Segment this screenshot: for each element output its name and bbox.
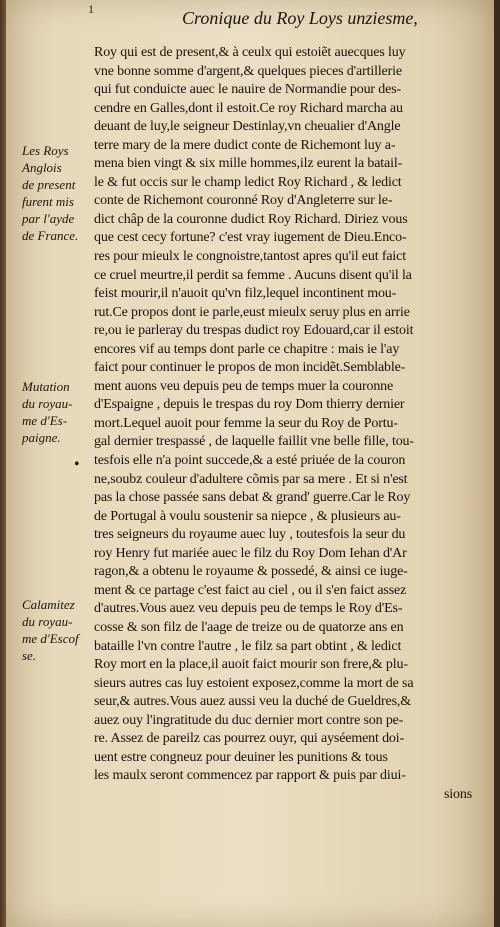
- note-line: du royau-: [22, 396, 73, 411]
- text-line: ment auons veu depuis peu de temps muer la couronne: [94, 378, 394, 394]
- text-line: Roy qui est de present,& à ceulx qui estoiẽt auecques luy: [94, 45, 406, 60]
- note-line: Anglois: [22, 160, 62, 175]
- text-line: dict châp de la couronne dudict Roy Richard. Diriez vous: [94, 211, 408, 227]
- note-line: du royau-: [22, 614, 73, 629]
- text-line: que cest cecy fortune? c'est vray iugement de Dieu.Enco-: [94, 230, 407, 246]
- text-line: vne bonne somme d'argent,& quelques pieces d'artillerie: [94, 63, 402, 79]
- running-title: Cronique du Roy Loys unziesme,: [182, 8, 418, 28]
- note-line: de present: [22, 177, 76, 192]
- text-line: le & fut occis sur le champ ledict Roy Richard , & ledict: [94, 174, 402, 190]
- text-line: uent estre congneuz pour deuiner les punitions & tous: [94, 749, 388, 765]
- text-line: Roy mort en la place,il auoit faict mourir son frere,& plu-: [94, 657, 408, 673]
- text-line: conte de Richemont couronné Roy d'Angleterre sur le-: [94, 193, 393, 209]
- text-line: d'autres.Vous auez veu depuis peu de temps le Roy d'Es-: [94, 601, 403, 617]
- text-line: re. Assez de pareilz cas pourrez ouyr, qui ayséement doi-: [94, 731, 405, 747]
- text-line: mort.Lequel auoit pour femme la seur du Roy de Portu-: [94, 415, 398, 431]
- text-line: encores vif au temps dont parle ce chapitre : mais ie l'ay: [94, 341, 400, 357]
- top-mark: 1: [88, 2, 94, 16]
- note-line: se.: [22, 648, 37, 663]
- note-line: Mutation: [22, 379, 70, 394]
- note-line: Les Roys: [22, 143, 69, 158]
- note-line: me d'Escof: [22, 631, 79, 646]
- text-line: terre mary de la mere dudict conte de Richemont luy a-: [94, 137, 396, 153]
- text-line: roy Henry fut mariée auec le filz du Roy Dom Iehan d'Ar: [94, 545, 407, 561]
- text-line: bataille l'vn contre l'autre , le filz sa part obtint , & ledict: [94, 638, 402, 654]
- text-line: de Portugal à voulu soustenir sa niepce , & plusieurs au-: [94, 508, 401, 524]
- text-line: seur,& autres.Vous auez aussi veu la duché de Gueldres,&: [94, 694, 411, 710]
- book-page: [6, 0, 494, 927]
- ornament-dot: •: [74, 456, 80, 473]
- text-line: cendre en Galles,dont il estoit.Ce roy Richard marcha au: [94, 100, 403, 116]
- text-line: pas la chose passée sans debat & grand' guerre.Car le Roy: [94, 490, 411, 506]
- text-line: ment & ce partage c'est faict au ciel , ou il s'en faict assez: [94, 582, 407, 598]
- body-text: [94, 44, 484, 804]
- note-line: furent mis: [22, 194, 74, 209]
- margin-note-mutation: [22, 378, 102, 446]
- text-line: res pour mieulx le congnoistre,tantost apres qu'il eut faict: [94, 249, 406, 265]
- text-line: d'Espaigne , depuis le trespas du roy Dom thierry dernier: [94, 397, 405, 413]
- text-line: cosse & son filz de l'aage de treize ou de quatorze ans en: [94, 619, 404, 635]
- text-line: sions: [443, 786, 472, 802]
- note-line: Calamitez: [22, 597, 75, 612]
- text-line: rut.Ce propos dont ie parle,eust mieulx seruy plus en arrie: [94, 304, 410, 320]
- margin-note-calamitez: [22, 596, 102, 664]
- text-line: tres seigneurs du royaume auec luy , toutesfois la seur du: [94, 527, 406, 543]
- note-line: paigne.: [22, 430, 61, 445]
- note-line: de France.: [22, 228, 79, 243]
- text-line: qui fut conduicte auec le nauire de Normandie pour des-: [94, 82, 402, 98]
- margin-note-roys-anglois: [22, 142, 102, 244]
- text-line: faict pour continuer le propos de mon incidẽt.Semblable-: [94, 360, 406, 376]
- note-line: me d'Es-: [22, 413, 68, 428]
- text-line: ragon,& a obtenu le royaume & possedé, & ainsi ce iuge-: [94, 564, 408, 580]
- text-line: les maulx seront commencez par rapport & puis par diui-: [94, 768, 406, 784]
- text-line: mena bien vingt & six mille hommes,ilz eurent la batail-: [94, 156, 403, 172]
- text-line: gal dernier trespassé , de laquelle faillit vne belle fille, tou-: [94, 434, 414, 450]
- text-line: auez ouy l'ingratitude du duc dernier mort contre son pe-: [94, 712, 404, 728]
- text-line: tesfois elle n'a point succede,& a esté priuée de la couron: [94, 453, 406, 469]
- text-line: ce cruel meurtre,il perdit sa femme . Aucuns disent qu'il la: [94, 267, 412, 283]
- text-line: sieurs autres cas luy estoient exposez,comme la mort de sa: [94, 675, 414, 691]
- note-line: par l'ayde: [22, 211, 75, 226]
- text-line: deuant de luy,le seigneur Destinlay,vn cheualier d'Angle: [94, 119, 401, 135]
- text-line: re,ou ie parleray du trespas dudict roy Edouard,car il estoit: [94, 323, 414, 339]
- text-line: ne,soubz couleur d'adultere cõmis par sa mere . Et si n'est: [94, 471, 408, 487]
- text-line: feist mourir,il n'auoit qu'vn filz,lequel incontinent mou-: [94, 286, 397, 302]
